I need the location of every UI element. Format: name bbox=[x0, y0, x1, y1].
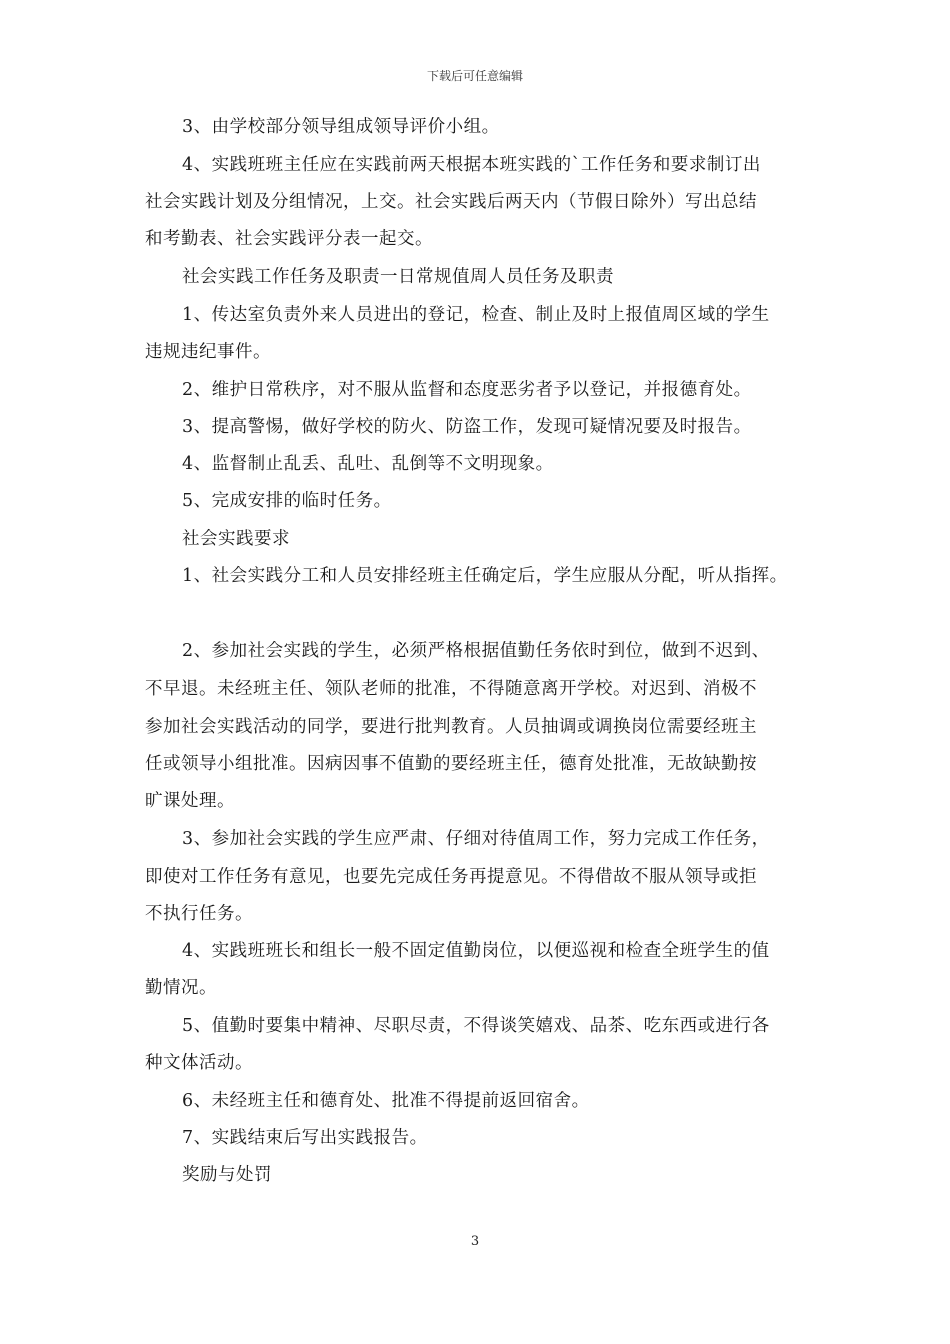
text-line: 3、参加社会实践的学生应严肃、仔细对待值周工作，努力完成工作任务， bbox=[182, 829, 770, 849]
section-heading: 社会实践要求 bbox=[182, 529, 290, 549]
text-line: 3、由学校部分领导组成领导评价小组。 bbox=[182, 117, 500, 137]
text-line: 1、传达室负责外来人员进出的登记，检查、制止及时上报值周区域的学生 bbox=[182, 305, 770, 325]
text-line: 2、维护日常秩序，对不服从监督和态度恶劣者予以登记，并报德育处。 bbox=[182, 380, 752, 400]
text-line: 4、监督制止乱丢、乱吐、乱倒等不文明现象。 bbox=[182, 454, 554, 474]
page-header: 下载后可任意编辑 bbox=[426, 69, 523, 83]
text-line: 6、未经班主任和德育处、批准不得提前返回宿舍。 bbox=[182, 1091, 590, 1111]
section-heading: 奖励与处罚 bbox=[182, 1165, 272, 1185]
text-line: 5、值勤时要集中精神、尽职尽责，不得谈笑嬉戏、品茶、吃东西或进行各 bbox=[182, 1016, 770, 1036]
text-line: 4、实践班班长和组长一般不固定值勤岗位，以便巡视和检查全班学生的值 bbox=[182, 941, 770, 961]
section-heading: 社会实践工作任务及职责一日常规值周人员任务及职责 bbox=[182, 267, 614, 287]
text-line: 任或领导小组批准。因病因事不值勤的要经班主任，德育处批准，无故缺勤按 bbox=[145, 754, 757, 774]
text-line: 勤情况。 bbox=[145, 978, 217, 998]
text-line: 2、参加社会实践的学生，必须严格根据值勤任务依时到位，做到不迟到、 bbox=[182, 641, 770, 661]
page-number: 3 bbox=[470, 1234, 480, 1249]
text-line: 参加社会实践活动的同学，要进行批判教育。人员抽调或调换岗位需要经班主 bbox=[145, 717, 757, 737]
text-line: 1、社会实践分工和人员安排经班主任确定后，学生应服从分配，听从指挥。 bbox=[182, 566, 788, 586]
text-line: 不执行任务。 bbox=[145, 904, 253, 924]
text-line: 即使对工作任务有意见，也要先完成任务再提意见。不得借故不服从领导或拒 bbox=[145, 867, 757, 887]
text-line: 不早退。未经班主任、领队老师的批准，不得随意离开学校。对迟到、消极不 bbox=[145, 679, 757, 699]
text-line: 3、提高警惕，做好学校的防火、防盗工作，发现可疑情况要及时报告。 bbox=[182, 417, 752, 437]
text-line: 4、实践班班主任应在实践前两天根据本班实践的`工作任务和要求制订出 bbox=[182, 155, 761, 175]
text-line: 社会实践计划及分组情况，上交。社会实践后两天内（节假日除外）写出总结 bbox=[145, 192, 757, 212]
text-line: 5、完成安排的临时任务。 bbox=[182, 491, 392, 511]
text-line: 和考勤表、社会实践评分表一起交。 bbox=[145, 229, 433, 249]
text-line: 7、实践结束后写出实践报告。 bbox=[182, 1128, 428, 1148]
text-line: 违规违纪事件。 bbox=[145, 342, 271, 362]
text-line: 旷课处理。 bbox=[145, 791, 235, 811]
text-line: 种文体活动。 bbox=[145, 1053, 253, 1073]
